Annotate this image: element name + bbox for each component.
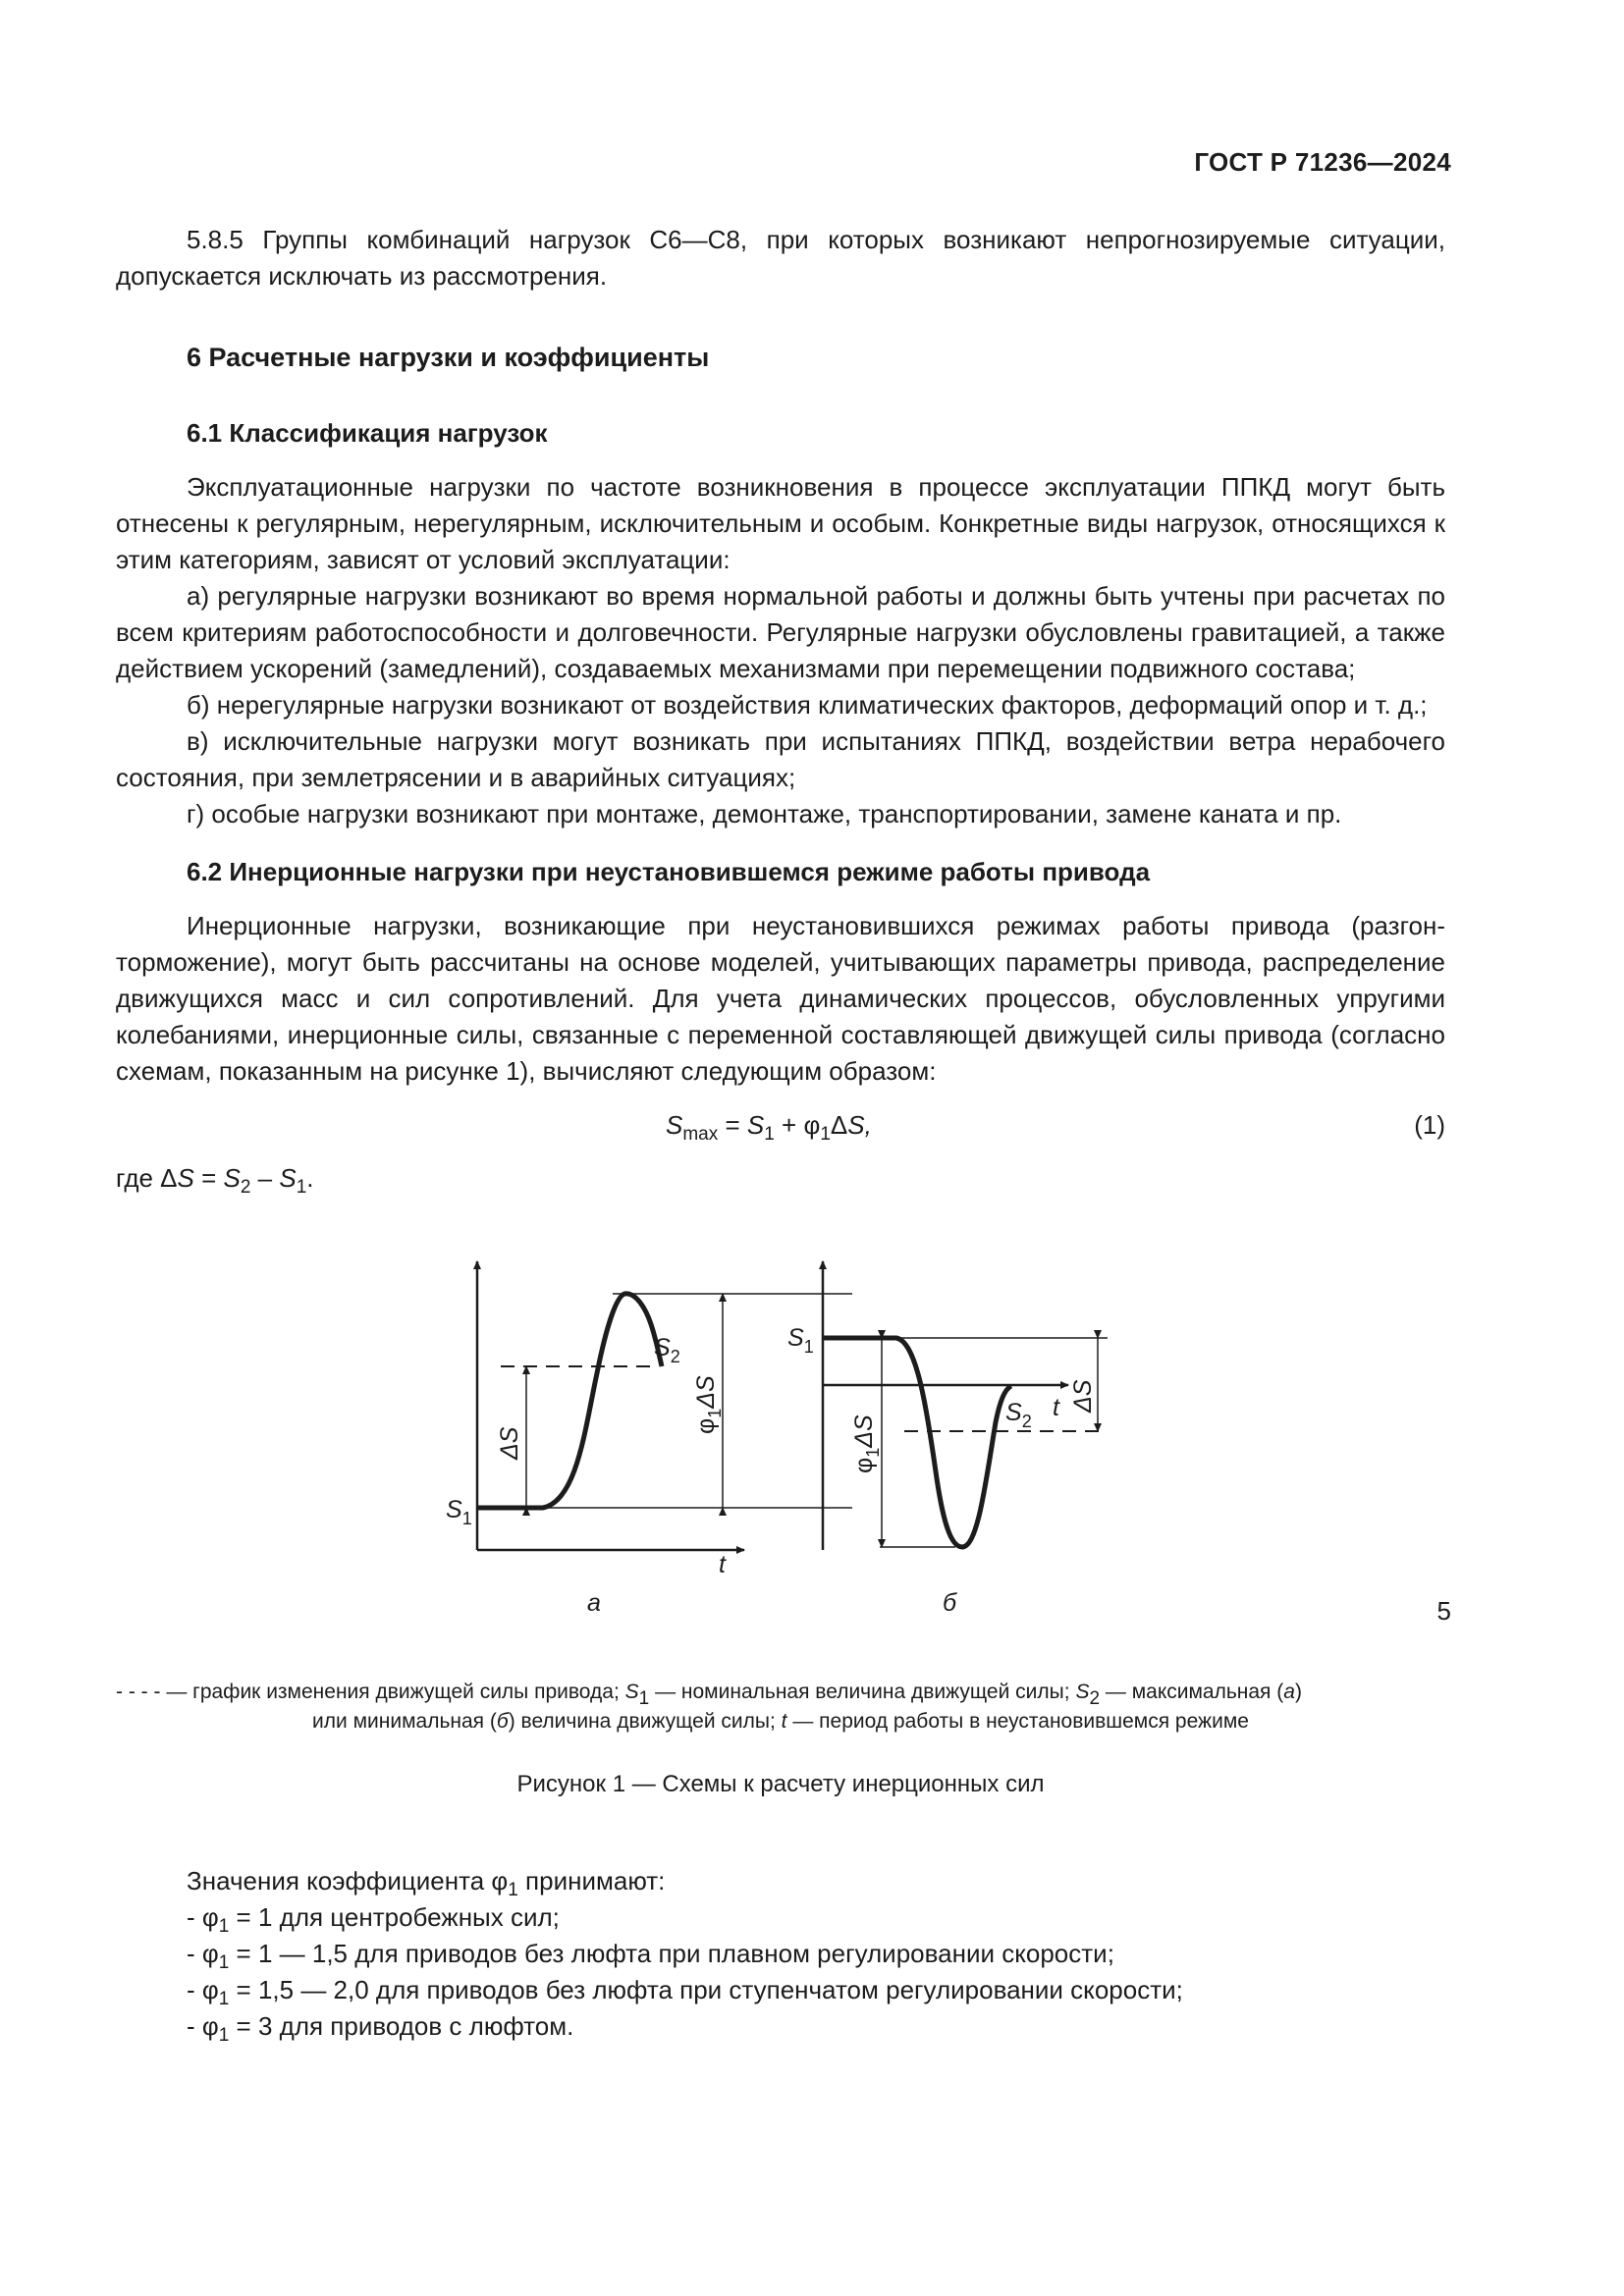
phi-value-item: - $\varphi_1 = 1$ — 1,5 для приводов без люфта при плавном регулировании скорости; [187, 1939, 1114, 1973]
page-number: 5 [1436, 1596, 1451, 1626]
subsection-6-1-heading: 6.1 Классификация нагрузок [187, 418, 548, 448]
figure-legend: - - - - — график изменения движущей силы привода; $S_1$ — номинальная величина движущей силы; $S_2$ — максимальная (а) [116, 1681, 1302, 1709]
panel-b-delta-s-label: ΔS [1069, 1379, 1097, 1413]
panel-b-t-label: t [1053, 1394, 1059, 1421]
figure-1 [116, 1255, 1445, 1678]
panel-b-s1-label: $S_1$ [787, 1324, 814, 1357]
paragraph-6-1-intro: Эксплуатационные нагрузки по частоте возникновения в процессе эксплуатации ППКД могут быть отнесены к регулярным, нерегулярным, исключительным и особым. Конкретные виды нагрузок, относящихся к этим категориям, зависят от условий эксплуатации: [116, 472, 1445, 574]
panel-a [477, 1261, 852, 1550]
panel-a-t-label: t [719, 1551, 726, 1578]
list-item-v: в) исключительные нагрузки могут возникать при испытаниях ППКД, воздействии ветра нерабочего состояния, при землетрясении и в аварийных ситуациях; [116, 726, 1445, 792]
phi-values-intro: Значения коэффициента $\varphi_1$ принимают: [187, 1866, 666, 1900]
phi-value-item: - $\varphi_1 = 3$ для приводов с люфтом. [187, 2011, 574, 2046]
figure-legend-line-2: или минимальная (б) величина движущей силы; t — период работы в неустановившемся режиме [312, 1710, 1249, 1733]
panel-a-s2-label: $S_2$ [654, 1334, 680, 1366]
panel-b-s2-label: $S_2$ [1005, 1399, 1032, 1431]
figure-1-diagram [116, 1255, 1445, 1678]
document-header: ГОСТ Р 71236—2024 [1194, 147, 1451, 177]
panel-a-phi-delta-s-label: $\varphi_1\Delta S$ [692, 1375, 725, 1434]
panel-a-delta-s-label: ΔS [496, 1426, 523, 1460]
panel-a-s1-label: $S_1$ [446, 1496, 472, 1528]
paragraph-6-2-text: Инерционные нагрузки, возникающие при неустановившихся режимах работы привода (разгон-торможение), могут быть рассчитаны на основе моделей, учитывающих параметры привода, распределение движущихся масс и сил сопротивлений. Для учета динамических процессов, обусловленных упругими колебаниями, инерционные силы, связанные с переменной составляющей движущей силы привода (согласно схемам, показанным на рисунке 1), вычисляют следующим образом: [116, 911, 1445, 1086]
panel-a-curve [477, 1294, 662, 1508]
subsection-6-2-heading: 6.2 Инерционные нагрузки при неустановившемся режиме работы привода [187, 857, 1151, 886]
phi-value-item: - $\varphi_1 = 1,5$ — 2,0 для приводов без люфта при ступенчатом регулировании скорости; [187, 1975, 1183, 2009]
list-item-a: а) регулярные нагрузки возникают во время нормальной работы и должны быть учтены при расчетах по всем критериям работоспособности и долговечности. Регулярные нагрузки обусловлены гравитацией, а также действием ускорений (замедлений), создаваемых механизмами при перемещении подвижного состава; [116, 581, 1445, 683]
panel-b [823, 1261, 1108, 1550]
panel-b-label: б [943, 1589, 957, 1617]
panel-b-phi-delta-s-label: $\varphi_1\Delta S$ [850, 1415, 883, 1473]
section-6-heading: 6 Расчетные нагрузки и коэффициенты [187, 343, 710, 372]
formula-number: (1) [1414, 1110, 1445, 1140]
figure-caption: Рисунок 1 — Схемы к расчету инерционных сил [516, 1771, 1045, 1797]
list-item-g: г) особые нагрузки возникают при монтаже, демонтаже, транспортировании, замене каната и пр. [187, 799, 1342, 828]
phi-values-list [116, 1863, 1445, 2045]
paragraph-5-8-5: 5.8.5 Группы комбинаций нагрузок С6—С8, при которых возникают непрогнозируемые ситуации, допускается исключать из рассмотрения. [116, 225, 1445, 291]
panel-a-label: а [587, 1589, 601, 1617]
formula-expression: $S_{max} = S_1 + \varphi_1\Delta S$, [666, 1110, 872, 1145]
phi-value-item: - $\varphi_1 = 1$ для центробежных сил; [187, 1902, 560, 1937]
list-item-b: б) нерегулярные нагрузки возникают от воздействия климатических факторов, деформаций опор и т. д.; [187, 690, 1428, 720]
formula-where: где $\Delta S = S_2 - S_1$. [116, 1163, 314, 1198]
page-content [116, 222, 1445, 2045]
formula-1 [116, 1099, 1445, 1154]
